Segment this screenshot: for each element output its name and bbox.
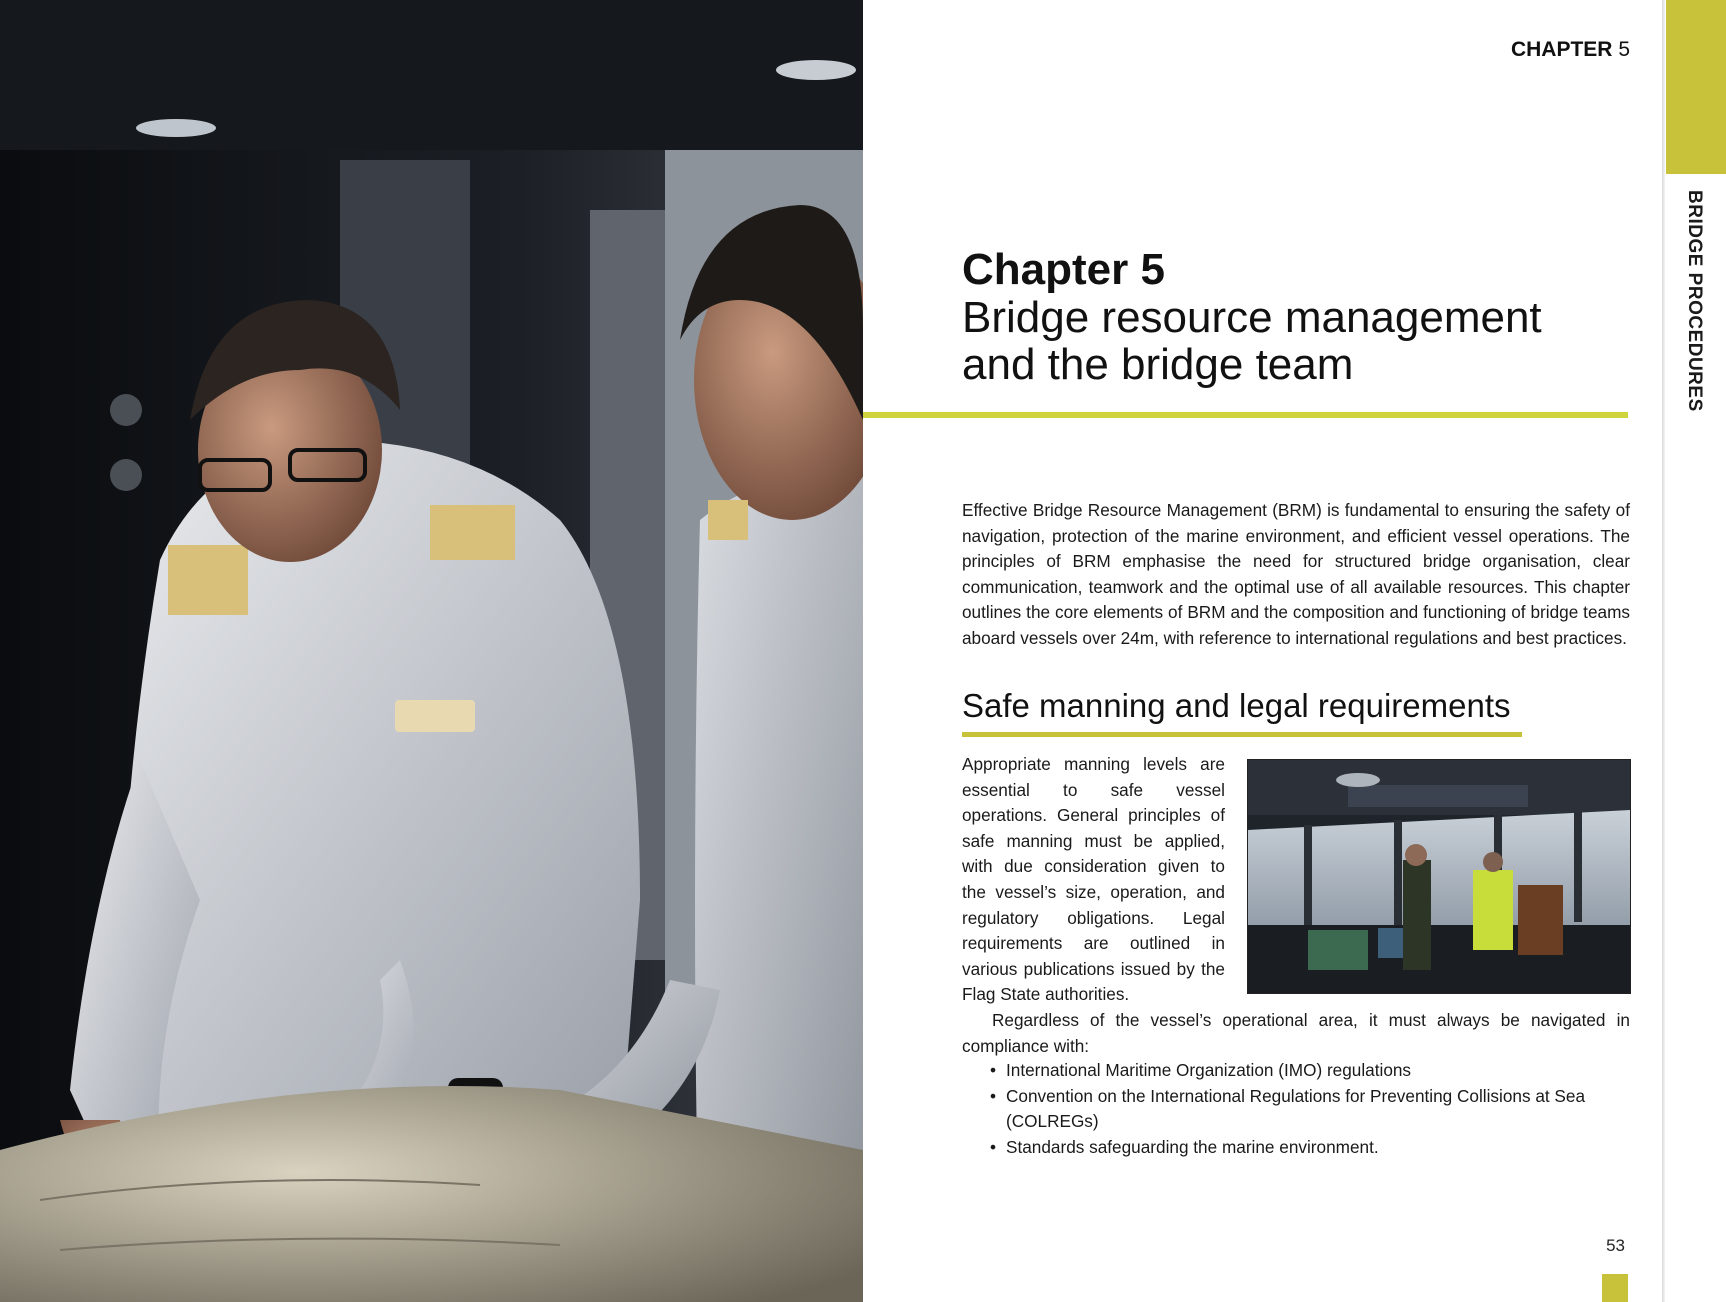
section-heading-underline: [962, 732, 1522, 737]
chapter-title-line-2: and the bridge team: [962, 340, 1354, 389]
page-number-marker: [1602, 1274, 1628, 1302]
list-item: • Convention on the International Regulations for Preventing Collisions at Sea (COLREGs): [962, 1084, 1630, 1135]
section-column-text: Appropriate manning levels are essential to safe vessel operations. General principles of safe manning must be applied, with due consideration given to the vessel’s size, operation, and regulatory obligations. Legal requirements are outlined in various publications issued by the Flag State authorities.: [962, 754, 1225, 1005]
running-head: [1480, 38, 1630, 62]
running-head-number: 5: [1618, 38, 1630, 61]
page-edge-shadow: [1662, 0, 1665, 1302]
section-tab-marker: [1666, 0, 1726, 174]
section-tab-label: BRIDGE PROCEDURES: [1684, 190, 1705, 412]
running-head-label: CHAPTER: [1510, 38, 1613, 61]
list-item: • International Maritime Organization (IMO) regulations: [962, 1058, 1630, 1084]
bridge-team-photo: [1247, 759, 1631, 994]
intro-paragraph: Effective Bridge Resource Management (BRM) is fundamental to ensuring the safety of navigation, protection of the marine environment, and efficient vessel operations. The principles of BRM emphasise the need for structured bridge organisation, clear communication, teamwork and the optimal use of all available resources. This chapter outlines the core elements of BRM and the composition and functioning of bridge teams aboard vessels over 24m, with reference to international regulations and best practices.: [962, 500, 1630, 648]
title-divider: [863, 412, 1628, 418]
chapter-number: Chapter 5: [962, 245, 1165, 294]
chapter-title-line-1: Bridge resource management: [962, 293, 1542, 342]
section-heading: Safe manning and legal requirements: [962, 687, 1511, 724]
compliance-intro: Regardless of the vessel’s operational area, it must always be navigated in compliance with:: [962, 1010, 1630, 1056]
compliance-list: [962, 1058, 1630, 1160]
list-item: • Standards safeguarding the marine environment.: [962, 1135, 1630, 1161]
page-number: 53: [1606, 1236, 1625, 1255]
chapter-title: [962, 246, 1642, 388]
